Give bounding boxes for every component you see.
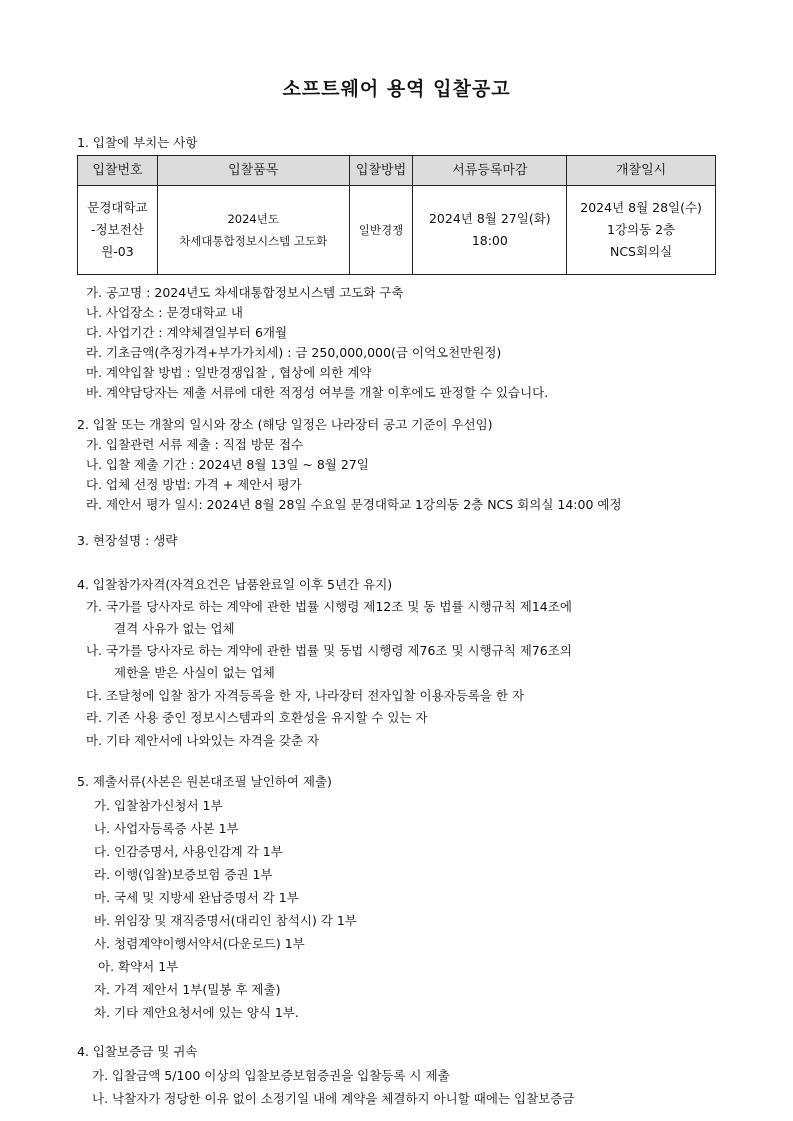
- s5-item: 다. 인감증명서, 사용인감계 각 1부: [94, 844, 283, 859]
- opening-line: 2024년 8월 28일(수): [580, 200, 702, 215]
- s2-item: 가. 입찰관련 서류 제출 : 직접 방문 접수: [86, 437, 304, 452]
- cell-bid-no: [78, 186, 158, 275]
- header-opening: 개찰일시: [567, 156, 716, 186]
- item-line: 차세대통합정보시스템 고도화: [179, 234, 328, 248]
- opening-line: NCS회의실: [609, 244, 673, 259]
- s5-item: 차. 기타 제안요청서에 있는 양식 1부.: [94, 1005, 299, 1020]
- s2-item: 라. 제안서 평가 일시: 2024년 8월 28일 수요일 문경대학교 1강의동 2층 NCS 회의실 14:00 예정: [86, 497, 622, 512]
- s5-item: 자. 가격 제안서 1부(밀봉 후 제출): [94, 982, 281, 997]
- s1-item: 라. 기초금액(추정가격+부가가치세) : 금 250,000,000(금 이억오천만원정): [86, 345, 502, 360]
- item-line: 2024년도: [227, 212, 279, 226]
- section-bond-heading: 4. 입찰보증금 및 귀속: [77, 1044, 198, 1059]
- page-title: 소프트웨어 용역 입찰공고: [282, 78, 511, 100]
- s1-item: 가. 공고명 : 2024년도 차세대통합정보시스템 고도화 구축: [86, 285, 404, 300]
- header-bid-no: 입찰번호: [78, 156, 158, 186]
- cell-item: [157, 186, 349, 275]
- s4-item-continued: 결격 사유가 없는 업체: [114, 621, 235, 636]
- s4-item: 마. 기타 제안서에 나와있는 자격을 갖춘 자: [86, 733, 320, 748]
- s5-item: 사. 청렴계약이행서약서(다운로드) 1부: [94, 936, 305, 951]
- s1-item: 나. 사업장소 : 문경대학교 내: [86, 305, 243, 320]
- deadline-line: 2024년 8월 27일(화): [428, 211, 551, 226]
- section-1-heading: 1. 입찰에 부치는 사항: [77, 135, 198, 150]
- bid-no-line: -정보전산: [91, 222, 144, 237]
- deadline-line: 18:00: [471, 233, 508, 248]
- table-row: [78, 186, 716, 275]
- s6-item: 가. 입찰금액 5/100 이상의 입찰보증보험증권을 입찰등록 시 제출: [92, 1068, 450, 1083]
- section-5-heading: 5. 제출서류(사본은 원본대조필 날인하여 제출): [77, 774, 332, 789]
- s2-item: 나. 입찰 제출 기간 : 2024년 8월 13일 ~ 8월 27일: [86, 457, 369, 472]
- bid-no-line: 문경대학교: [87, 200, 148, 215]
- header-item: 입찰품목: [157, 156, 349, 186]
- section-3-heading: 3. 현장설명 : 생략: [77, 533, 178, 548]
- s4-item: 라. 기존 사용 중인 정보시스템과의 호환성을 유지할 수 있는 자: [86, 710, 428, 725]
- s5-item: 마. 국세 및 지방세 완납증명서 각 1부: [94, 890, 299, 905]
- section-4-heading: 4. 입찰참가자격(자격요건은 납품완료일 이후 5년간 유지): [77, 577, 393, 592]
- cell-deadline: [413, 186, 567, 275]
- cell-opening: [567, 186, 716, 275]
- header-method: 입찰방법: [349, 156, 413, 186]
- s5-item: 아. 확약서 1부: [98, 959, 179, 974]
- s4-item: 나. 국가를 당사자로 하는 계약에 관한 법률 및 동법 시행령 제76조 및 시행규칙 제76조의: [86, 643, 572, 658]
- bid-table: [77, 155, 716, 275]
- s2-item: 다. 업체 선정 방법: 가격 + 제안서 평가: [86, 477, 302, 492]
- s4-item: 다. 조달청에 입찰 참가 자격등록을 한 자, 나라장터 전자입찰 이용자등록을 한 자: [86, 688, 525, 703]
- bid-no-line: 원-03: [101, 244, 134, 259]
- s4-item: 가. 국가를 당사자로 하는 계약에 관한 법률 시행령 제12조 및 동 법률 시행규칙 제14조에: [86, 599, 572, 614]
- cell-method: 일반경쟁: [349, 186, 413, 275]
- opening-line: 1강의동 2층: [607, 222, 676, 237]
- s6-item: 나. 낙찰자가 정당한 이유 없이 소정기일 내에 계약을 체결하지 아니할 때에는 입찰보증금: [92, 1091, 575, 1106]
- s4-item-continued: 제한을 받은 사실이 없는 업체: [114, 665, 275, 680]
- s1-item: 마. 계약입찰 방법 : 일반경쟁입찰 , 협상에 의한 계약: [86, 365, 372, 380]
- s5-item: 바. 위임장 및 재직증명서(대리인 참석시) 각 1부: [94, 913, 357, 928]
- bid-table-header-row: [78, 156, 716, 186]
- s1-item: 바. 계약담당자는 제출 서류에 대한 적정성 여부를 개찰 이후에도 판정할 수 있습니다.: [86, 385, 549, 400]
- section-2-heading: 2. 입찰 또는 개찰의 일시와 장소 (해당 일정은 나라장터 공고 기준이 우선임): [77, 417, 493, 432]
- s5-item: 가. 입찰참가신청서 1부: [94, 798, 223, 813]
- header-deadline: 서류등록마감: [413, 156, 567, 186]
- s5-item: 라. 이행(입찰)보증보험 증권 1부: [94, 867, 273, 882]
- s1-item: 다. 사업기간 : 계약체결일부터 6개월: [86, 325, 288, 340]
- s5-item: 나. 사업자등록증 사본 1부: [94, 821, 239, 836]
